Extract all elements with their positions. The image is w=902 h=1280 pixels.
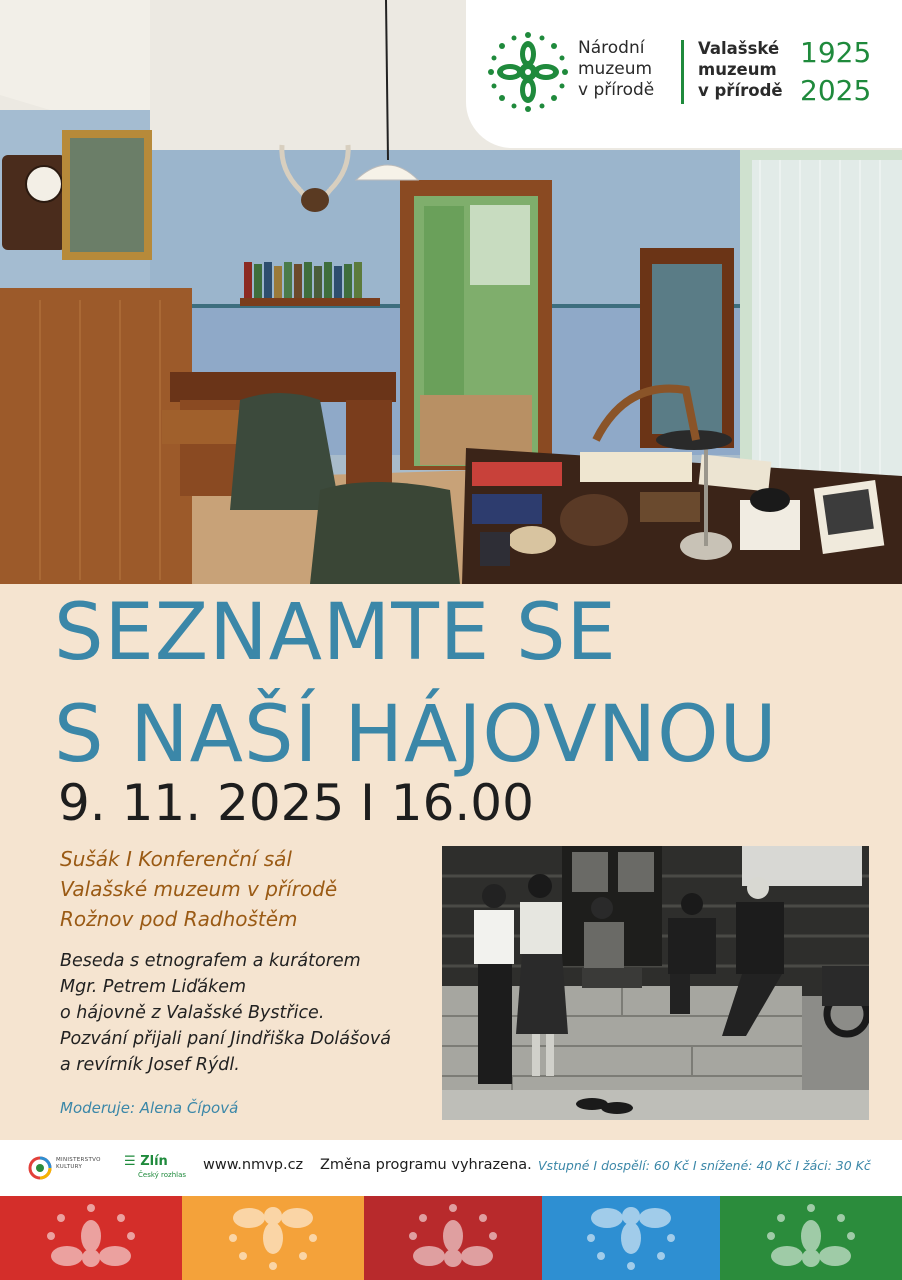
description-line-5: a revírník Josef Rýdl. [60, 1055, 240, 1075]
website-link[interactable]: www.nmvp.cz [203, 1157, 304, 1173]
flower-ornament-icon [542, 1196, 720, 1280]
vmp-line-3: v přírodě [698, 81, 783, 100]
headline-line-1: SEZNAMTE SE [54, 588, 617, 678]
archive-group-photo [442, 846, 869, 1120]
radio-logo-icon: ☰ [124, 1154, 141, 1169]
museum-logo-card [466, 0, 902, 148]
ministry-label-line-1: MINISTERSTVO [56, 1157, 101, 1163]
flower-ornament-icon [364, 1196, 542, 1280]
ornament-panel-blue [542, 1196, 720, 1280]
year-end: 2025 [800, 74, 872, 107]
description-line-4: Pozvání přijali paní Jindřiška Dolášová [60, 1029, 391, 1049]
folk-ornament-strip [0, 1196, 902, 1280]
vmp-line-1: Valašské [698, 39, 780, 58]
flower-ornament-icon [182, 1196, 364, 1280]
ornament-panel-green [720, 1196, 902, 1280]
ministry-label [56, 1157, 101, 1171]
ministry-label-line-2: KULTURY [56, 1164, 83, 1170]
description-line-1: Beseda s etnografem a kurátorem [60, 951, 361, 971]
description-line-2: Mgr. Petrem Liďákem [60, 977, 247, 997]
program-change-note: Změna programu vyhrazena. [320, 1157, 532, 1173]
radio-sub-label: Český rozhlas [138, 1171, 187, 1179]
nmvp-line-3: v přírodě [578, 80, 655, 100]
event-datetime: 9. 11. 2025 I 16.00 [58, 774, 534, 832]
flower-ornament-icon [720, 1196, 902, 1280]
nmvp-line-2: muzeum [578, 59, 653, 79]
venue-line-3: Rožnov pod Radhoštěm [60, 907, 298, 931]
ornament-panel-darkred [364, 1196, 542, 1280]
moderator-credit: Moderuje: Alena Čípová [60, 1099, 239, 1117]
folk-flower-emblem-icon [488, 32, 568, 112]
year-start: 1925 [800, 36, 872, 69]
nmvp-logo-text [578, 38, 654, 101]
venue-line-2: Valašské muzeum v přírodě [60, 877, 338, 901]
flower-ornament-icon [0, 1196, 182, 1280]
footer-bar [0, 1140, 902, 1196]
venue-line-1: Sušák I Konferenční sál [60, 847, 292, 871]
radio-name: Zlín [140, 1154, 168, 1169]
headline-line-2: S NAŠÍ HÁJOVNOU [54, 690, 778, 780]
vmp-logo-text [698, 38, 783, 101]
black-white-group-photo [442, 846, 869, 1120]
ornament-panel-red [0, 1196, 182, 1280]
admission-prices: Vstupné I dospělí: 60 Kč I snížené: 40 Kč I žáci: 30 Kč [538, 1158, 871, 1173]
vmp-line-2: muzeum [698, 60, 777, 79]
ministry-of-culture-logo-icon [28, 1156, 52, 1180]
logo-divider [681, 40, 684, 104]
description-line-3: o hájovně z Valašské Bystřice. [60, 1003, 325, 1023]
radio-zlin-logo [124, 1154, 168, 1170]
anniversary-years [800, 34, 871, 110]
nmvp-line-1: Národní [578, 38, 645, 58]
ornament-panel-orange [182, 1196, 364, 1280]
